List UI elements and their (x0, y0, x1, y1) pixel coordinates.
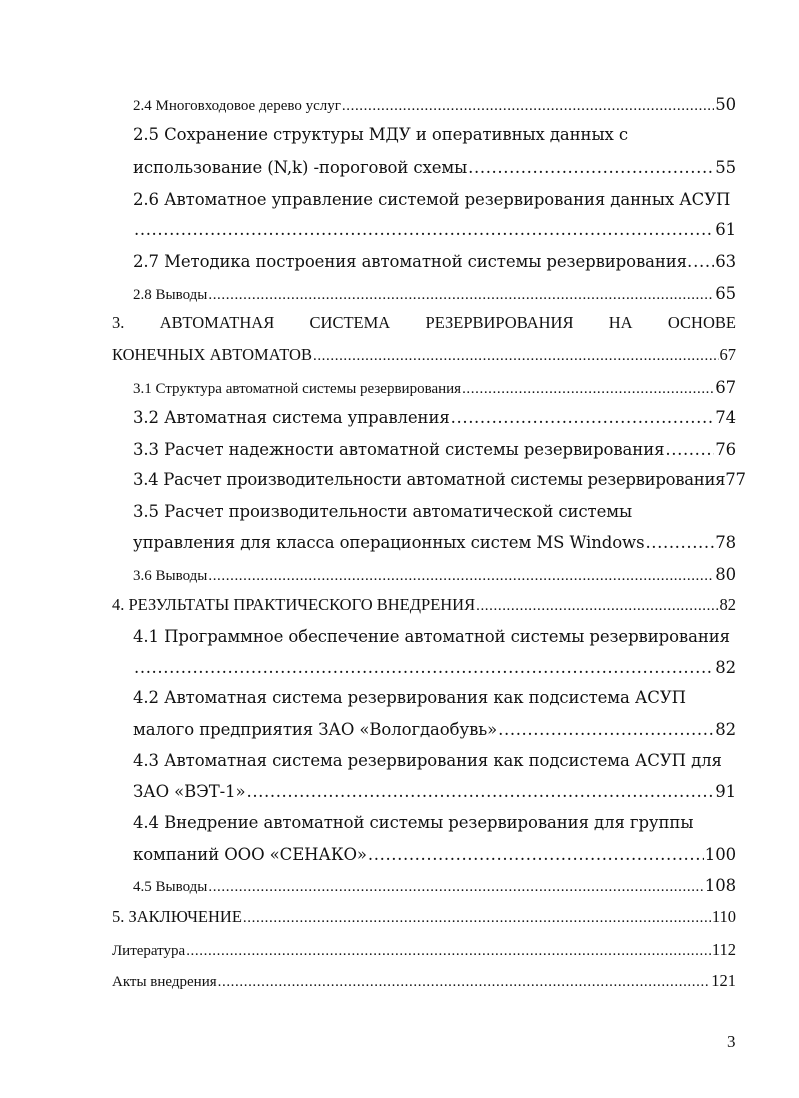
toc-page: 78 (715, 533, 736, 552)
toc-chapter-3 (112, 345, 736, 365)
toc-chapter-5 (112, 907, 736, 927)
toc-entry-2-5-line1: 2.5 Сохранение структуры МДУ и оперативных данных с (133, 125, 628, 144)
toc-entry-2-5 (133, 158, 736, 177)
toc-page: 112 (711, 940, 736, 959)
toc-title: ЗАО «ВЭТ-1» (133, 782, 246, 801)
toc-entry-3-3 (133, 440, 736, 459)
toc-title: 3.1 Структура автоматной системы резервирования (133, 381, 462, 397)
heading-word: ОСНОВЕ (667, 313, 736, 332)
toc-entry-4-1 (133, 658, 736, 677)
toc-page: 50 (715, 95, 736, 114)
toc-page: 82 (719, 595, 736, 614)
toc-chapter-3-line1 (112, 313, 736, 333)
toc-page: 82 (715, 720, 736, 739)
toc-page: 121 (711, 971, 736, 990)
toc-entry-2-7 (133, 252, 736, 271)
toc-page: 55 (715, 158, 736, 177)
toc-entry-2-6-line1: 2.6 Автоматное управление системой резервирования данных АСУП (133, 190, 731, 209)
toc-title: Литература (112, 943, 186, 959)
toc-entry-4-1-line1: 4.1 Программное обеспечение автоматной системы резервирования (133, 627, 730, 646)
toc-entry-3-6 (133, 565, 736, 585)
toc-page: 67 (715, 378, 736, 397)
toc-entry-4-2 (133, 720, 736, 739)
toc-entry-4-4 (133, 845, 736, 864)
toc-entry-3-4 (133, 470, 758, 489)
toc-title: 3.2 Автоматная система управления (133, 408, 450, 427)
toc-title: 2.8 Выводы (133, 287, 208, 303)
toc-acts (112, 971, 736, 991)
toc-page: 65 (715, 284, 736, 303)
toc-page: 63 (715, 252, 736, 271)
toc-title: Акты внедрения (112, 974, 217, 990)
toc-chapter-4 (112, 595, 736, 615)
toc-page: 77 (725, 470, 746, 489)
toc-entry-4-4-line1: 4.4 Внедрение автоматной системы резервирования для группы (133, 813, 694, 832)
toc-title: 3.4 Расчет производительности автоматной системы резервирования (133, 470, 726, 489)
heading-word: АВТОМАТНАЯ (159, 313, 275, 332)
toc-page: 61 (715, 220, 736, 239)
toc-page: 80 (715, 565, 736, 584)
toc-entry-2-4 (133, 95, 736, 115)
toc-entry-3-5-line1: 3.5 Расчет производительности автоматической системы (133, 502, 633, 521)
toc-entry-4-3-line1: 4.3 Автоматная система резервирования как подсистема АСУП для (133, 751, 722, 770)
toc-page: 76 (715, 440, 736, 459)
toc-title: 2.4 Многовходовое дерево услуг (133, 98, 341, 114)
toc-entry-2-6 (133, 220, 736, 239)
heading-word: 3. (112, 313, 125, 332)
toc-title: управления для класса операционных систем MS Windows (133, 533, 645, 552)
toc-title: использование (N,k) -пороговой схемы (133, 158, 468, 177)
toc-title: 2.7 Методика построения автоматной системы резервирования. (133, 252, 693, 271)
toc-title: 4. РЕЗУЛЬТАТЫ ПРАКТИЧЕСКОГО ВНЕДРЕНИЯ (112, 595, 476, 614)
toc-title: малого предприятия ЗАО «Вологдаобувь» (133, 720, 498, 739)
toc-page: 108 (704, 876, 736, 895)
toc-entry-2-8 (133, 284, 736, 304)
toc-entry-3-5 (133, 533, 736, 552)
heading-word: СИСТЕМА (309, 313, 391, 332)
toc-entry-3-1 (133, 378, 736, 398)
toc-page: 91 (715, 782, 736, 801)
toc-literature (112, 940, 736, 960)
toc-title: 3.3 Расчет надежности автоматной системы резервирования (133, 440, 665, 459)
toc-entry-4-3 (133, 782, 736, 801)
toc-page: 67 (719, 345, 736, 364)
toc-page: 82 (715, 658, 736, 677)
toc-page: 74 (715, 408, 736, 427)
toc-entry-3-2 (133, 408, 736, 427)
toc-title: КОНЕЧНЫХ АВТОМАТОВ (112, 345, 312, 364)
heading-word: НА (608, 313, 633, 332)
toc-title: компаний ООО «СЕНАКО» (133, 845, 367, 864)
toc-title: 4.5 Выводы (133, 879, 208, 895)
page-number: 3 (727, 1032, 736, 1051)
toc-title: 3.6 Выводы (133, 568, 208, 584)
toc-page: 100 (704, 845, 736, 864)
toc-title: 5. ЗАКЛЮЧЕНИЕ (112, 907, 242, 926)
toc-page: 110 (711, 907, 736, 926)
toc-entry-4-2-line1: 4.2 Автоматная система резервирования как подсистема АСУП (133, 688, 686, 707)
toc-entry-4-5 (133, 876, 736, 896)
heading-word: РЕЗЕРВИРОВАНИЯ (425, 313, 574, 332)
